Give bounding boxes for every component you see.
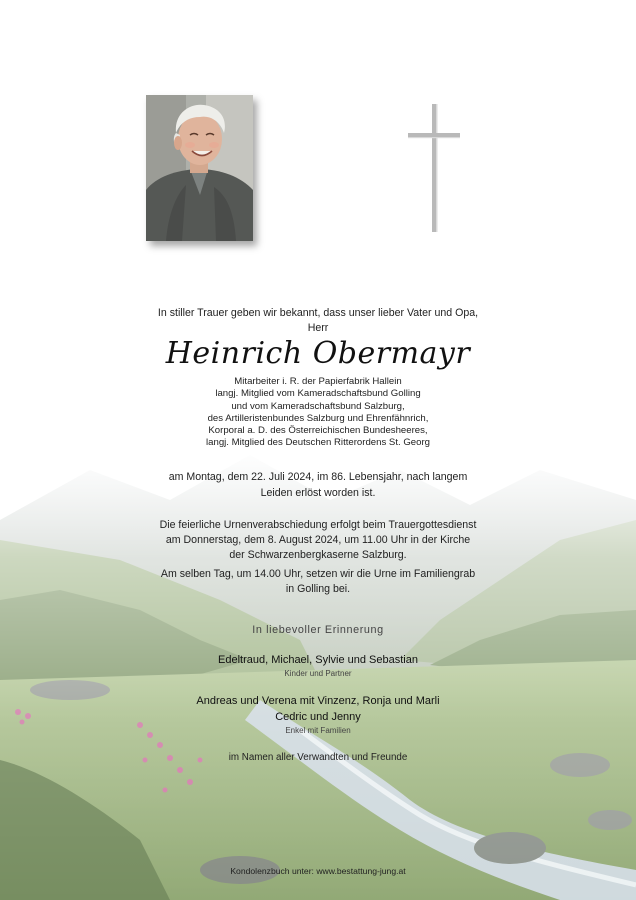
intro-line: In stiller Trauer geben wir bekannt, dass unser lieber Vater und Opa, (157, 307, 479, 319)
role-line: Korporal a. D. des Österreichischen Bundesheeres, (208, 425, 428, 437)
passing-line: am Montag, dem 22. Juli 2024, im 86. Lebensjahr, nach langem (168, 471, 468, 483)
urn-line: Am selben Tag, um 14.00 Uhr, setzen wir die Urne im Familiengrab (160, 568, 476, 580)
intro-text (0, 306, 636, 335)
ceremony-notice (0, 518, 636, 563)
role-line: und vom Kameradschaftsbund Salzburg, (231, 400, 405, 412)
mourners-grandchildren: Andreas und Verena mit Vinzenz, Ronja und Marli (196, 695, 440, 707)
role-line: Mitarbeiter i. R. der Papierfabrik Hallein (234, 376, 402, 387)
memory-heading: In liebevoller Erinnerung (252, 624, 384, 636)
relatives-line: im Namen aller Verwandten und Freunde (228, 752, 408, 763)
passing-notice (0, 470, 636, 501)
deceased-name: Heinrich Obermayr (165, 336, 471, 371)
intro-line: Herr (307, 321, 329, 334)
role-line: des Artilleristenbundes Salzburg und Ehrenfähnrich, (207, 412, 429, 424)
latin-cross-icon (408, 104, 462, 234)
mourners-grandchildren-role: Enkel mit Familien (285, 726, 351, 735)
mourners-children: Edeltraud, Michael, Sylvie und Sebastian (218, 654, 418, 666)
urn-notice (0, 567, 636, 597)
ceremony-line: Die feierliche Urnenverabschiedung erfolgt beim Trauergottesdienst (159, 519, 477, 531)
role-line: langj. Mitglied vom Kameradschaftsbund Golling (215, 388, 421, 400)
mourners-grandchildren: Cedric und Jenny (275, 711, 361, 723)
mourners-children-role: Kinder und Partner (284, 669, 352, 678)
roles-list (0, 376, 636, 450)
role-line: langj. Mitglied des Deutschen Ritterordens St. Georg (206, 437, 430, 449)
passing-line: Leiden erlöst worden ist. (260, 486, 376, 499)
ceremony-line: am Donnerstag, dem 8. August 2024, um 11.00 Uhr in der Kirche (165, 534, 471, 546)
ceremony-line: der Schwarzenbergkaserne Salzburg. (229, 549, 407, 561)
urn-line: in Golling bei. (285, 583, 351, 595)
condolence-book-link[interactable]: Kondolenzbuch unter: www.bestattung-jung.at (230, 866, 406, 876)
portrait-photo (146, 95, 253, 241)
